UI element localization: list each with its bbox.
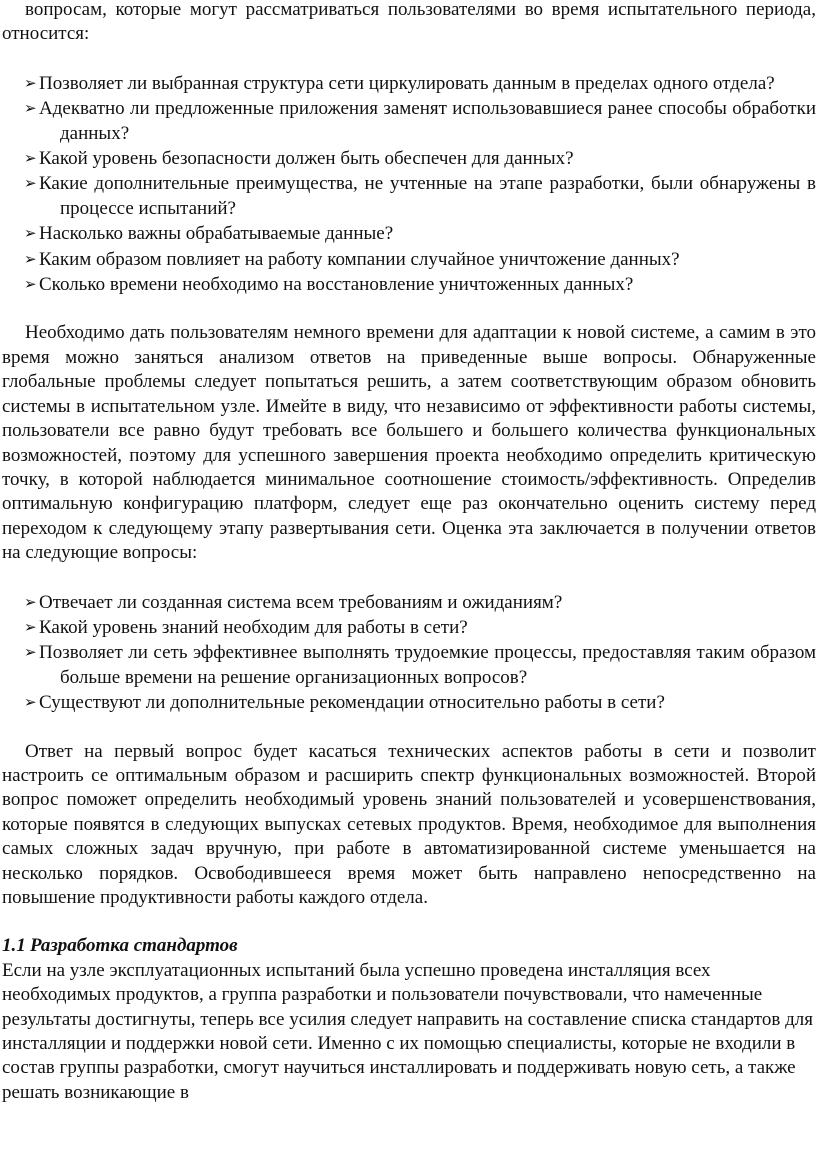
list-item: ➢ Отвечает ли созданная система всем требованиям и ожиданиям? xyxy=(24,591,563,613)
arrow-bullet-icon: ➢ xyxy=(24,275,37,294)
list-item: ➢ Существуют ли дополнительные рекомендации относительно работы в сети? xyxy=(24,692,665,714)
spacer xyxy=(2,297,816,321)
section-number: 1.1 xyxy=(2,935,26,957)
body-paragraph: Ответ на первый вопрос будет касаться технических аспектов работы в сети и позволит настроить се оптимальным образом и расширить спектр функциональных возможностей. Второй вопрос поможет определить необходимый уровень знаний пользователей и усовершенствования, которые появятся в следующих выпусках сетевых продуктов. Время, необходимое для выполнения самых сложных задач вручную, при работе в автоматизированной системе уменьшается на несколько порядков. Освободившееся время может быть направлено непосредственно на повышение продуктивности работы каждого отдела. xyxy=(2,740,816,908)
list-item: ➢ Каким образом повлияет на работу компании случайное уничтожение данных? xyxy=(24,248,680,270)
arrow-bullet-icon: ➢ xyxy=(24,693,37,712)
question-list-1 xyxy=(2,71,816,298)
list-item: ➢ Сколько времени необходимо на восстановление уничтоженных данных? xyxy=(24,274,634,296)
list-item: ➢ Какие дополнительные преимущества, не учтенные на этапе разработки, были обнаружены в процессе испытаний? xyxy=(24,173,816,219)
list-item: ➢ Какой уровень знаний необходим для работы в сети? xyxy=(24,616,468,638)
arrow-bullet-icon: ➢ xyxy=(24,174,37,193)
list-item: ➢ Позволяет ли выбранная структура сети циркулировать данным в пределах одного отдела? xyxy=(24,72,775,94)
list-item: ➢ Адекватно ли предложенные приложения заменят использовавшиеся ранее способы обработки данных? xyxy=(24,98,816,144)
list-item: ➢ Какой уровень безопасности должен быть обеспечен для данных? xyxy=(24,148,574,170)
spacer xyxy=(2,910,816,934)
arrow-bullet-icon: ➢ xyxy=(24,99,37,118)
section-title: Разработка стандартов xyxy=(30,935,238,957)
body-paragraph: Если на узле эксплуатационных испытаний была успешно проведена инсталляция всех необходимых продуктов, а группа разработки и пользователи почувствовали, что намеченные результаты достигнуты, теперь все усилия следует направить на составление списка стандартов для инсталляции и поддержки новой сети. Именно с их помощью специалисты, которые не входили в состав группы разработки, смогут научиться инсталлировать и поддерживать новую сеть, а также решать возникающие в xyxy=(2,959,813,1103)
arrow-bullet-icon: ➢ xyxy=(24,73,37,92)
arrow-bullet-icon: ➢ xyxy=(24,643,37,662)
list-item: ➢ Позволяет ли сеть эффективнее выполнять трудоемкие процессы, предоставляя таким образом больше времени на решение организационных вопросов? xyxy=(24,642,816,688)
spacer xyxy=(2,716,816,740)
spacer xyxy=(2,566,816,590)
arrow-bullet-icon: ➢ xyxy=(24,249,37,268)
question-list-2 xyxy=(2,590,816,716)
spacer xyxy=(2,47,816,71)
arrow-bullet-icon: ➢ xyxy=(24,149,37,168)
arrow-bullet-icon: ➢ xyxy=(24,617,37,636)
list-item: ➢ Насколько важны обрабатываемые данные? xyxy=(24,223,394,245)
intro-paragraph: вопросам, которые могут рассматриваться пользователями во время испытательного периода, относится: xyxy=(2,0,816,45)
section-heading xyxy=(2,934,816,958)
body-paragraph: Необходимо дать пользователям немного времени для адаптации к новой системе, а самим в это время можно заняться анализом ответов на приведенные выше вопросы. Обнаруженные глобальные проблемы следует попытаться решить, а затем соответствующим образом обновить системы в испытательном узле. Имейте в виду, что независимо от эффективности работы системы, пользователи все равно будут требовать все большего и большего количества функциональных возможностей, поэтому для успешного завершения проекта необходимо определить критическую точку, в которой наблюдается минимальное соотношение стоимость/эффективность. Определив оптимальную конфигурацию платформ, следует еще раз окончательно оценить систему перед переходом к следующему этапу развертывания сети. Оценка эта заключается в получении ответов на следующие вопросы: xyxy=(2,322,816,564)
arrow-bullet-icon: ➢ xyxy=(24,224,37,243)
arrow-bullet-icon: ➢ xyxy=(24,592,37,611)
